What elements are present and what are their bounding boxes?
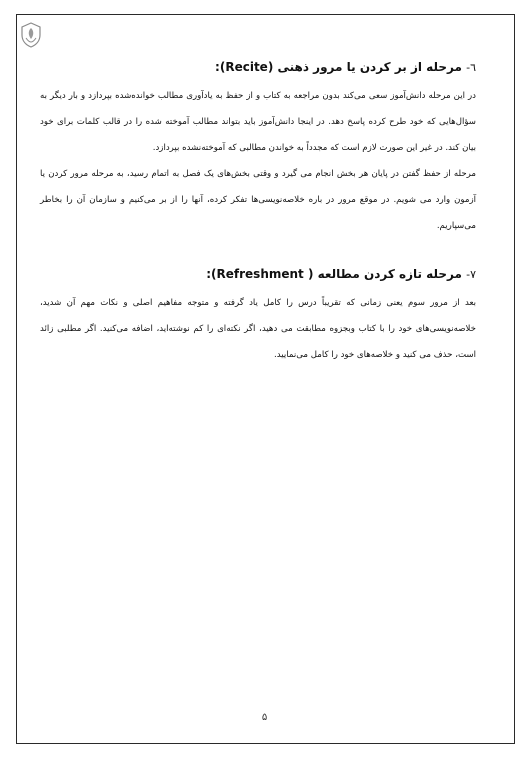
- section-heading: [40, 265, 476, 284]
- paragraph: در این مرحله دانش‌آموز سعی می‌کند بدون مراجعه به کتاب و از حفظ به یادآوری مطالب خوانده‌شده بپردازد و بار دیگر به سؤال‌هایی که خود طرح کرده پاسخ دهد. در اینجا دانش‌آموز باید بتواند مطالب آموخته شده را در قالب کلمات برای خود بیان کند. در غیر این صورت لازم است که مجدداً به خواندن مطالبی که آموخته‌نشده بپردازد.: [40, 91, 476, 153]
- section-title: مرحله از بر کردن یا مرور ذهنی (Recite):: [215, 60, 462, 74]
- section-number: ٦-: [466, 61, 476, 74]
- university-logo-icon: [20, 22, 42, 48]
- document-body: [40, 58, 476, 368]
- paragraph: مرحله از حفظ گفتن در پایان هر بخش انجام می گیرد و وقتی بخش‌های یک فصل به اتمام رسید، به مرحله مرور کردن یا آزمون وارد می شویم. در موقع مرور در باره خلاصه‌نویسی‌ها تفکر کرده، آنها را از بر می‌کنیم و سازمان آن را بخاطر می‌سپاریم.: [40, 169, 476, 231]
- page-number: ۵: [261, 712, 268, 723]
- paragraph: بعد از مرور سوم یعنی زمانی که تقریباً درس را کامل یاد گرفته و متوجه مفاهیم اصلی و نکات مهم آن شدید، خلاصه‌نویسی‌های خود را با کتاب وبجزوه مطابقت می دهید، اگر نکته‌ای را کم نوشته‌اید، اضافه می‌کنید. اگر مطلبی زائد است، حذف می کنید و خلاصه‌های خود را کامل می‌نمایید.: [40, 298, 476, 360]
- section-heading: [40, 58, 476, 77]
- section-recite: [40, 58, 476, 239]
- section-number: ٧-: [466, 268, 476, 281]
- section-refreshment: [40, 265, 476, 368]
- section-title: مرحله تازه کردن مطالعه ( Refreshment):: [206, 267, 462, 281]
